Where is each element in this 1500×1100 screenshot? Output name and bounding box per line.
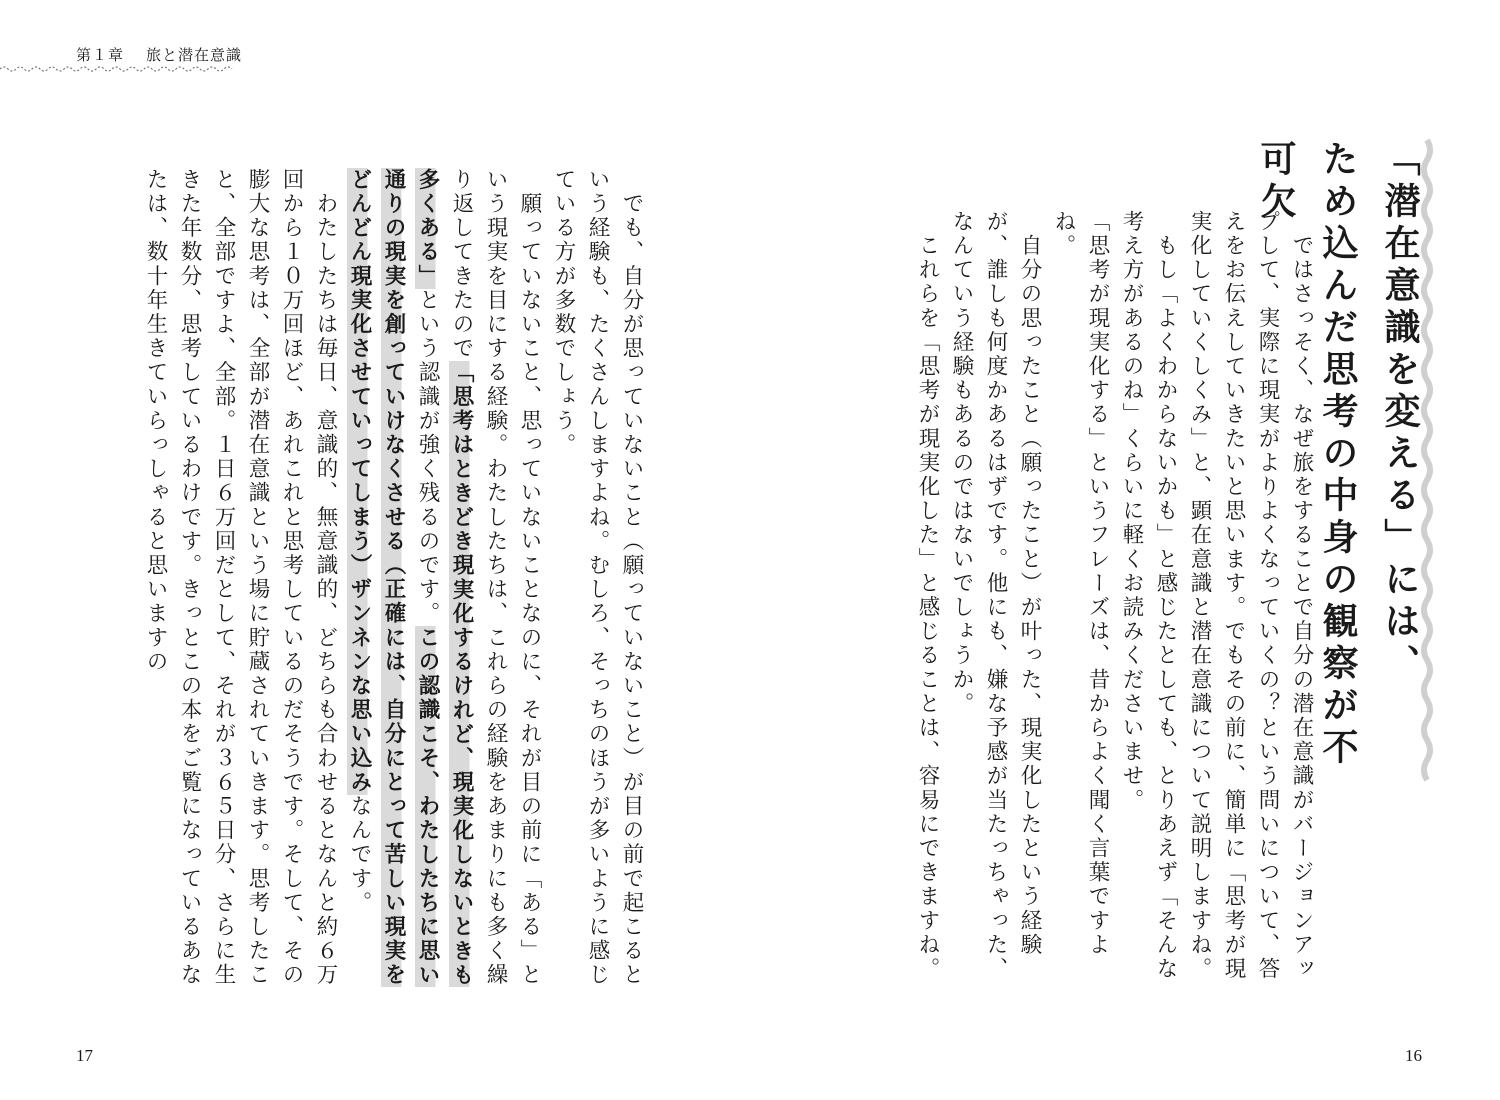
right-paragraph-2: もし「よくわからないかも」と感じたとしても、とりあえず「そんな考え方があるのね」くらいに軽くお読みくださいませ。 [1119, 210, 1178, 982]
highlight-misbelief: この認識こそ、わたしたちに思い通りの現実を創っていけなくさせる（正確には、自分にとって苦しい現実をどんどん現実化させていってしまう）ザンネンな思い込み [347, 168, 440, 988]
left-text-2: なんです。 [347, 794, 372, 916]
highlight-belief: 「思考はときどき現実化するけれど、現実化しないときも多くある」 [415, 168, 474, 988]
right-paragraph-1: ではさっそく、なぜ旅をすることで自分の潜在意識がバージョンアップして、実際に現実がよりよくなっていくの？という問いについて、答えをお伝えしていきたいと思います。でもその前に、簡単に「思考が現実化していくしくみ」と、顕在意識と潜在意識について説明しますね。 [1187, 210, 1314, 982]
right-paragraph-5: これらを「思考が現実化した」と感じることは、容易にできますね。 [915, 210, 940, 982]
left-paragraph-3: わたしたちは毎日、意識的、無意識的、どちらも合わせるとなんと約６万回から１０万回ほど、あれこれと思考しているのだそうです。そして、その膨大な思考は、全部が潜在意識という場に貯蔵されていきます。思考したこと、全部ですよ、全部。１日６万回だとして、それが３６５日分、さらに生きた年数分、思考しているわけです。きっとこの本をご覧になっているあなたは、数十年生きていらっしゃると思いますの [143, 168, 338, 988]
header-wavy-rule [0, 64, 232, 74]
page-number-left: 17 [76, 1046, 93, 1065]
chapter-title: 旅と潜在意識 [146, 46, 243, 64]
left-text-1: という認識が強く残るのです。 [415, 288, 440, 626]
right-paragraph-3: 「思考が現実化する」というフレーズは、昔からよく聞く言葉ですよね。 [1051, 210, 1110, 958]
page-number-right: 16 [1405, 1046, 1422, 1065]
left-paragraph-2: 願っていないこと、思っていないことなのに、それが目の前に「ある」という現実を目にする経験。わたしたちは、これらの経験をあまりにも多く繰り返してきたので [449, 168, 542, 988]
right-page-body [758, 210, 1318, 990]
left-paragraph-1: でも、自分が思っていないこと（願っていないこと）が目の前で起こるという経験も、たくさんしますよね。むしろ、そっちのほうが多いように感じている方が多数でしょう。 [551, 168, 644, 988]
right-paragraph-4: 自分の思ったこと（願ったこと）が叶った、現実化したという経験が、誰しも何度かあるはずです。他にも、嫌な予感が当たっちゃった、なんていう経験もあるのではないでしょうか。 [949, 210, 1042, 982]
heading-line-1: 「潜在意識を変える」には、 [1379, 140, 1420, 686]
chapter-number: 第１章 [76, 46, 125, 64]
heading-line-2: ため込んだ思考の中身の観察が不可欠 [1255, 140, 1358, 770]
chapter-header [76, 44, 264, 65]
left-page-body [68, 168, 648, 990]
